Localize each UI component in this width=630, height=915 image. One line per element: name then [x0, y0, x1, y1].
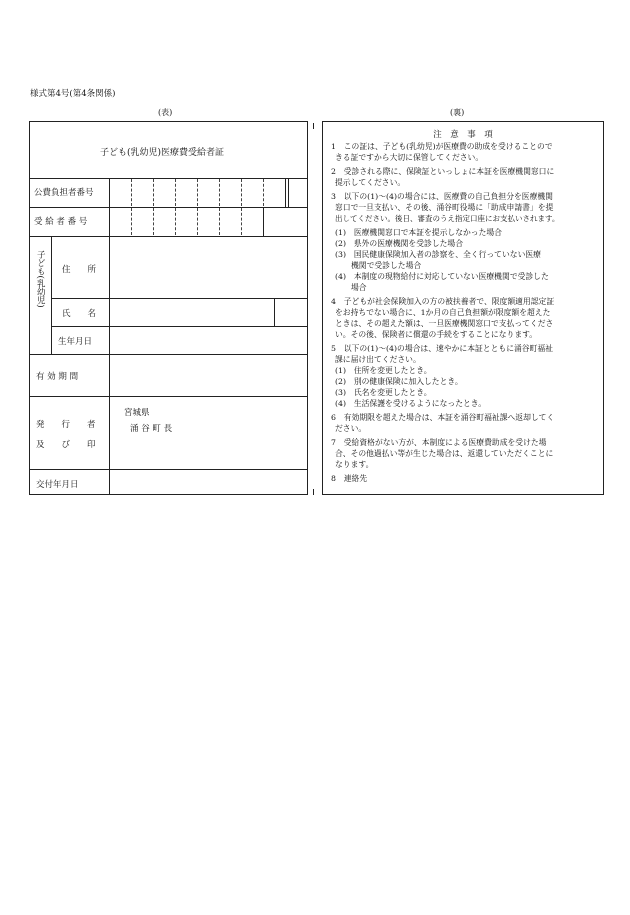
seal-label: 及 び 印: [36, 440, 96, 450]
note-line: 2 受診される際に、保険証といっしょに本証を医療機関窓口に: [331, 167, 555, 176]
note-line: い。その後、保険者に償還の手続をすることになります。: [335, 330, 538, 339]
front-side-label: (表): [158, 108, 173, 117]
note-line: 8 連絡先: [331, 474, 368, 483]
digit-divider: [131, 208, 132, 235]
name-label: 氏 名: [62, 309, 97, 319]
payer-number-label: 公費負担者番号: [34, 188, 94, 198]
child-group-label: 子ども(乳幼児): [35, 250, 46, 308]
digit-divider: [153, 208, 154, 235]
note-line: 5 以下の(1)～(4)の場合は、速やかに本証とともに涌谷町福祉: [331, 344, 553, 353]
digit-divider: [241, 179, 242, 206]
back-side-label: (裏): [450, 108, 465, 117]
cell-divider: [109, 178, 110, 207]
note-line: (4) 生活保護を受けるようになったとき。: [335, 399, 487, 408]
validity-label: 有 効 期 間: [36, 372, 79, 382]
address-label: 住 所: [62, 265, 97, 275]
note-line: 課に届け出てください。: [335, 355, 421, 364]
note-line: ださい。: [335, 424, 367, 433]
notes-heading: 注 意 事 項: [433, 130, 493, 140]
note-line: 1 この証は、子ども(乳幼児)が医療費の助成を受けることので: [331, 142, 553, 151]
note-line: 提示してください。: [335, 178, 406, 187]
digit-divider: [131, 179, 132, 206]
row-divider: [30, 469, 307, 470]
issuer-mayor: 涌 谷 町 長: [130, 424, 173, 434]
note-line: なります。: [335, 460, 374, 469]
row-divider: [30, 178, 307, 179]
digit-divider: [153, 179, 154, 206]
certificate-title: 子ども(乳幼児)医療費受給者証: [100, 148, 225, 158]
digit-divider: [219, 179, 220, 206]
cell-divider: [109, 207, 110, 236]
cell-divider: [263, 207, 264, 236]
note-line: 場合: [351, 283, 367, 292]
note-line: (4) 本制度の現物給付に対応していない医療機関で受診した: [335, 272, 549, 281]
note-line: (3) 国民健康保険加入者の診察を、全く行っていない医療: [335, 250, 541, 259]
cell-divider: [274, 298, 275, 326]
cell-divider: [109, 354, 110, 396]
note-line: きる証ですから大切に保管してください。: [335, 153, 484, 162]
form-number: 様式第4号(第4条関係): [30, 89, 116, 99]
note-line: 6 有効期限を超えた場合は、本証を涌谷町福祉課へ返却してく: [331, 413, 555, 422]
cell-divider: [51, 236, 52, 354]
separator-mark: [313, 123, 314, 129]
row-divider: [30, 396, 307, 397]
digit-divider: [219, 208, 220, 235]
note-line: 7 受給資格がない方が、本制度による医療費助成を受けた場: [331, 438, 547, 447]
row-divider: [51, 298, 307, 299]
digit-divider: [241, 208, 242, 235]
issuer-prefecture: 宮城県: [124, 408, 150, 418]
row-divider: [30, 236, 307, 237]
digit-divider: [263, 179, 264, 206]
note-line: 合、その他過払い等が生じた場合は、返還していただくことに: [335, 449, 554, 458]
digit-divider: [175, 208, 176, 235]
note-line: をお持ちでない場合に、1か月の自己負担額が限度額を超えた: [335, 308, 551, 317]
cell-divider: [109, 236, 110, 354]
issue-date-label: 交付年月日: [36, 480, 79, 490]
digit-divider: [175, 179, 176, 206]
digit-divider: [197, 208, 198, 235]
cell-divider: [109, 469, 110, 494]
certificate-back: [322, 121, 604, 495]
recipient-number-label: 受 給 者 番 号: [34, 217, 88, 227]
separator-mark: [313, 489, 314, 495]
certificate-front: [29, 121, 308, 495]
note-line: (3) 氏名を変更したとき。: [335, 388, 432, 397]
issuer-label: 発 行 者: [36, 420, 96, 430]
birthdate-label: 生年月日: [58, 337, 93, 347]
note-line: 窓口で一旦支払い、その後、涌谷町役場に「助成申請書」を提: [335, 203, 554, 212]
note-line: 3 以下の(1)～(4)の場合には、医療費の自己負担分を医療機関: [331, 192, 553, 201]
note-line: 出してください。後日、審査のうえ指定口座にお支払いされます。: [335, 214, 560, 223]
note-line: ときは、その超えた額は、一旦医療機関窓口で支払ってくださ: [335, 319, 554, 328]
row-divider: [51, 326, 307, 327]
note-line: (2) 別の健康保険に加入したとき。: [335, 377, 463, 386]
note-line: (2) 県外の医療機関を受診した場合: [335, 239, 463, 248]
note-line: (1) 住所を変更したとき。: [335, 366, 432, 375]
cell-divider: [288, 178, 289, 207]
row-divider: [30, 207, 307, 208]
digit-divider: [197, 179, 198, 206]
row-divider: [30, 354, 307, 355]
note-line: (1) 医療機関窓口で本証を提示しなかった場合: [335, 228, 502, 237]
cell-divider: [109, 396, 110, 469]
cell-divider: [285, 178, 286, 207]
note-line: 4 子どもが社会保険加入の方の被扶養者で、限度額適用認定証: [331, 297, 555, 306]
note-line: 機関で受診した場合: [351, 261, 422, 270]
